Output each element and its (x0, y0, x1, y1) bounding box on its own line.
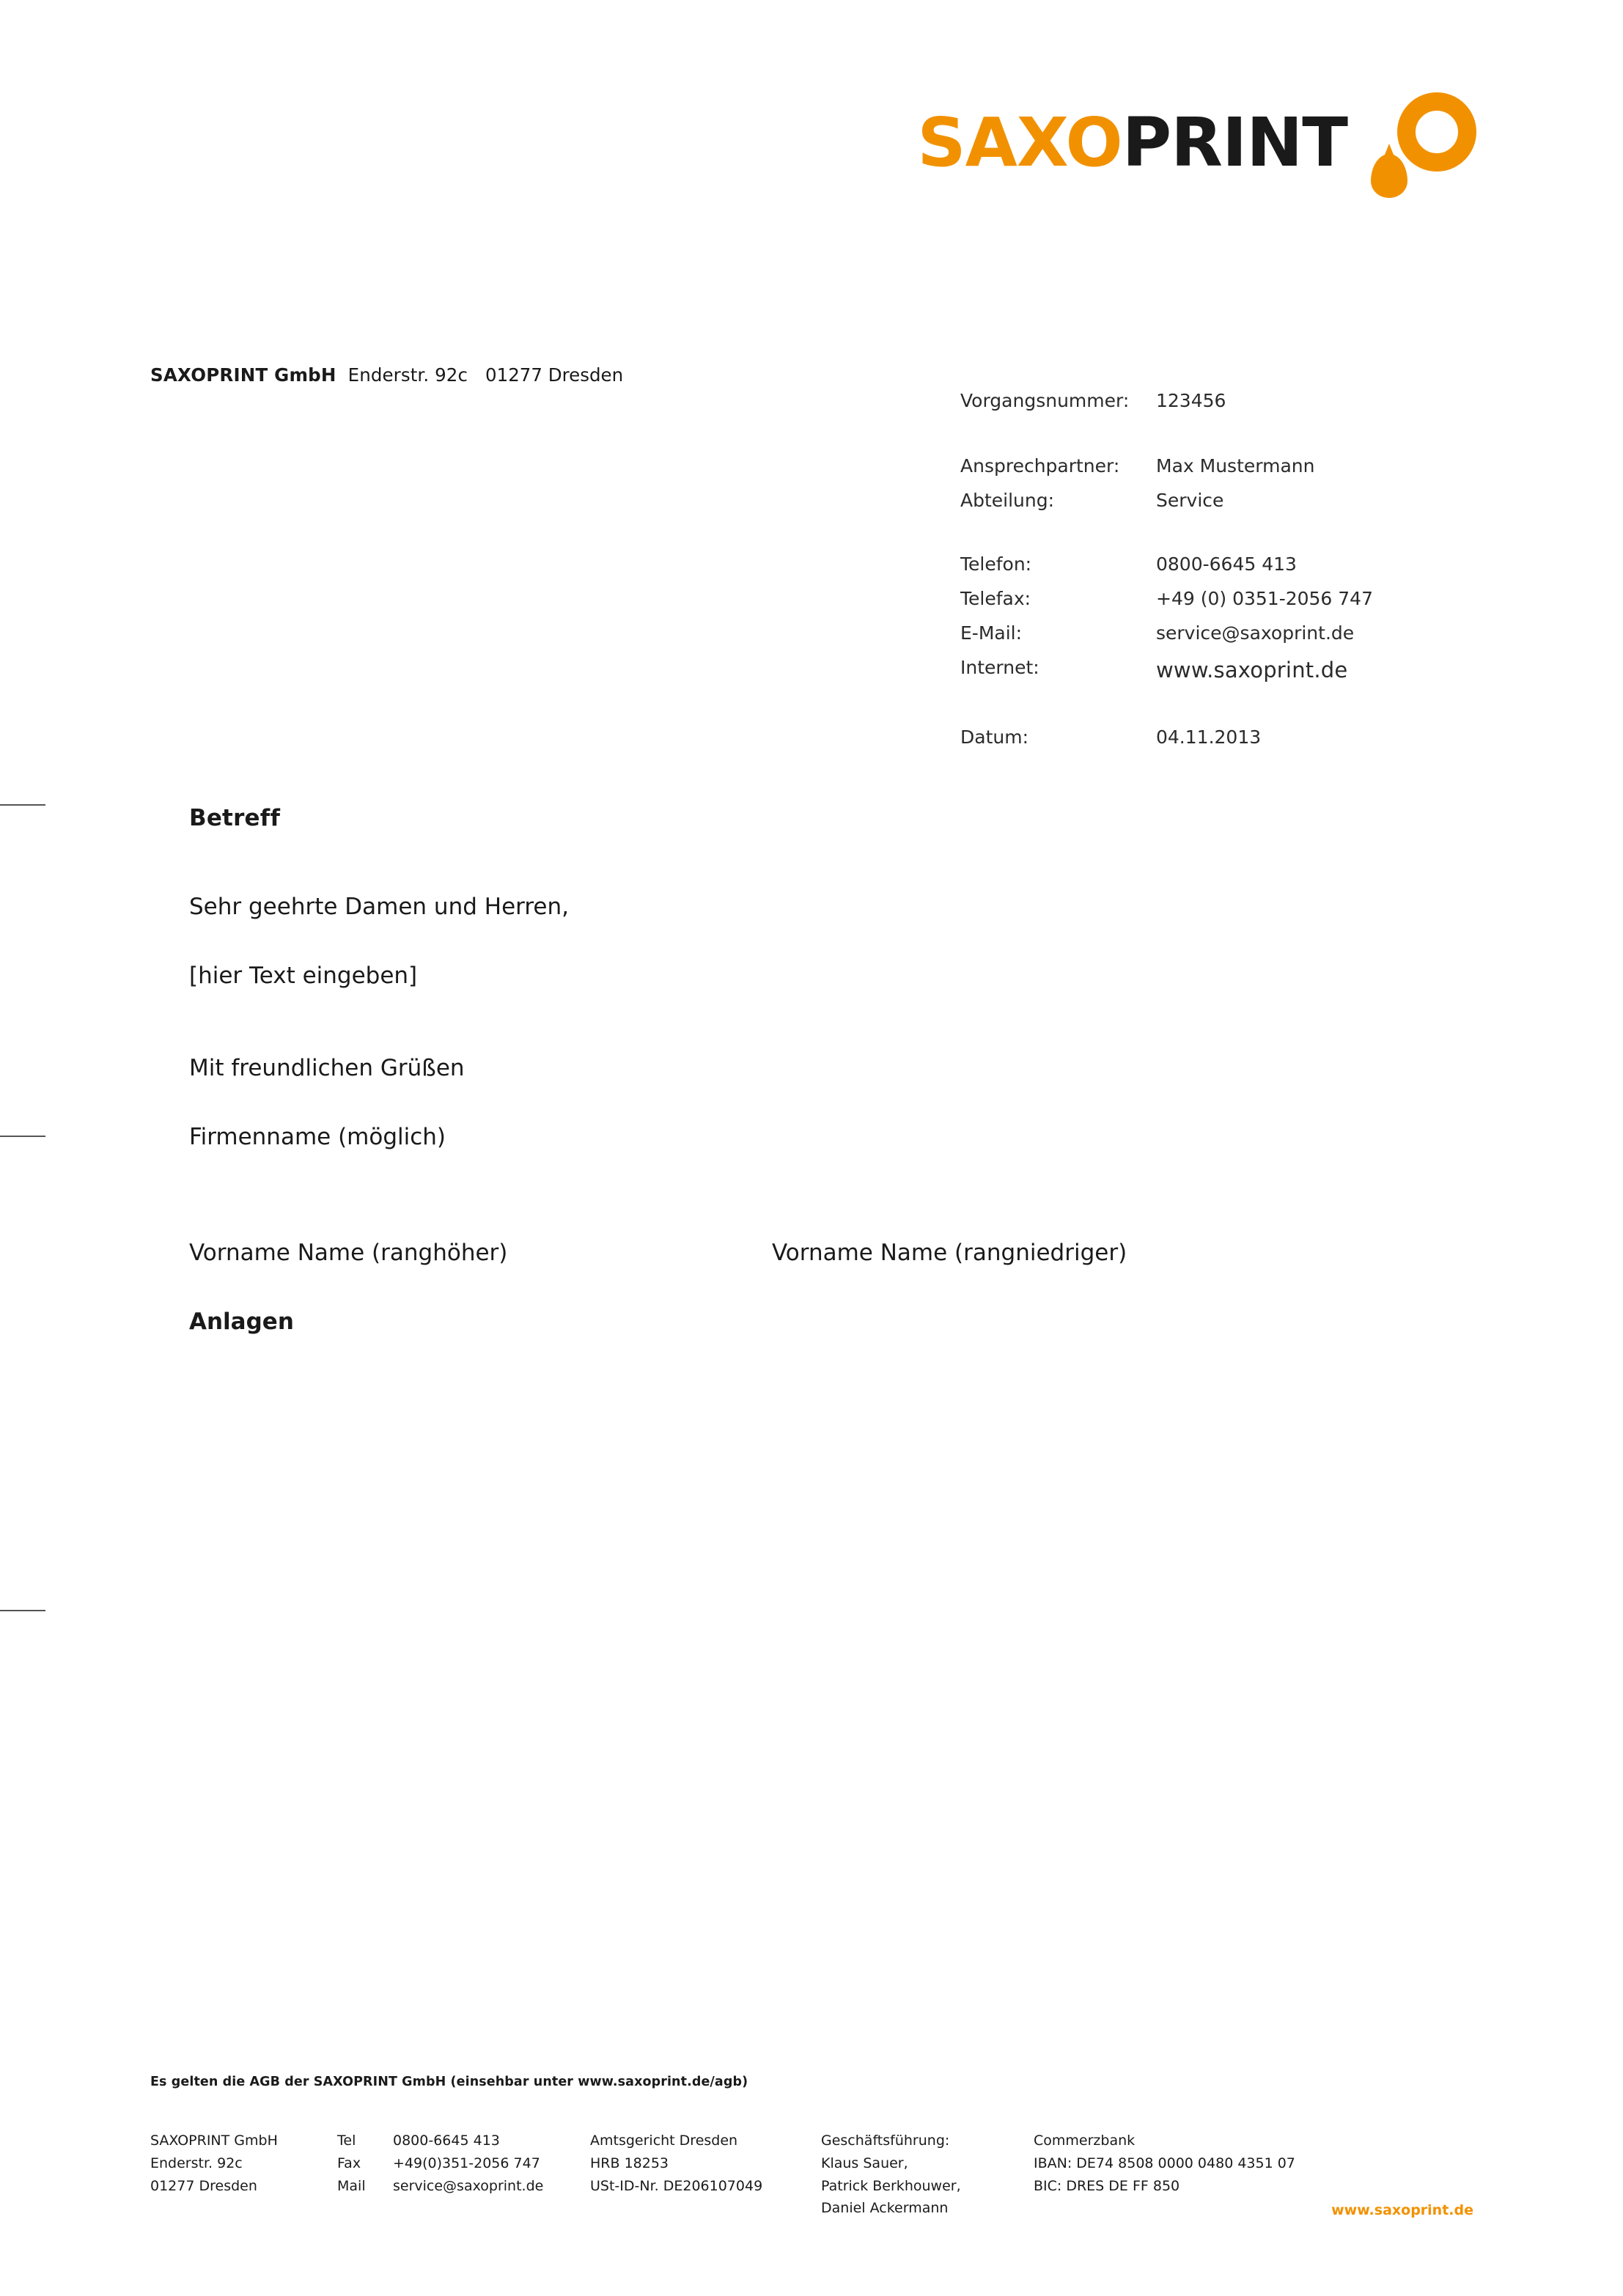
info-row-date (960, 720, 1373, 754)
info-row-email (960, 616, 1373, 650)
sender-street: Enderstr. 92c (347, 364, 468, 386)
footer-vat-id: USt-ID-Nr. DE206107049 (590, 2177, 763, 2194)
footer-column-management (821, 2130, 1034, 2220)
footer-tel-row (337, 2130, 590, 2152)
footer-management-label: Geschäftsführung: (821, 2133, 950, 2149)
footer-manager-3: Daniel Ackermann (821, 2200, 949, 2217)
info-row-fax (960, 581, 1373, 616)
logo-wordmark (917, 103, 1347, 182)
letter-company-optional: Firmenname (möglich) (189, 1124, 446, 1150)
date-label: Datum: (960, 726, 1028, 748)
info-row-department (960, 483, 1373, 518)
contact-value: Max Mustermann (1156, 455, 1315, 477)
logo-ring-shape (1397, 92, 1476, 172)
sender-address-line (150, 364, 623, 386)
footer-website-link[interactable]: www.saxoprint.de (1331, 2202, 1473, 2218)
footer-column-address (150, 2130, 337, 2220)
fold-mark-top (0, 804, 45, 806)
case-number-label: Vorgangsnummer: (960, 390, 1130, 411)
footer-manager-1: Klaus Sauer, (821, 2155, 908, 2171)
department-label: Abteilung: (960, 490, 1055, 511)
footer-iban: IBAN: DE74 8508 0000 0480 4351 07 (1034, 2155, 1295, 2171)
logo-drop-shape (1371, 154, 1407, 198)
letter-body (189, 805, 1472, 1335)
info-row-internet (960, 650, 1373, 691)
letter-text-placeholder[interactable]: [hier Text eingeben] (189, 963, 418, 989)
case-number-value: 123456 (1156, 390, 1226, 411)
footer-fax-label: Fax (337, 2155, 361, 2171)
email-value: service@saxoprint.de (1156, 622, 1355, 644)
info-row-contact (960, 449, 1373, 483)
internet-value: www.saxoprint.de (1156, 658, 1348, 682)
contact-info-block (960, 383, 1373, 754)
logo-text-saxo: SAXO (917, 103, 1122, 182)
page-footer (150, 2130, 1550, 2220)
footer-mail-row (337, 2175, 590, 2198)
internet-label: Internet: (960, 657, 1039, 678)
phone-value: 0800-6645 413 (1156, 553, 1297, 575)
footer-column-bank (1034, 2130, 1473, 2220)
footer-column-contact (337, 2130, 590, 2220)
footer-tel-value: 0800-6645 413 (393, 2133, 500, 2149)
fax-label: Telefax: (960, 588, 1031, 609)
info-row-phone (960, 547, 1373, 581)
logo-droplet-icon (1366, 88, 1476, 198)
footer-court: Amtsgericht Dresden (590, 2133, 738, 2149)
footer-bic: BIC: DRES DE FF 850 (1034, 2177, 1180, 2194)
spacer (960, 691, 1373, 720)
footer-company: SAXOPRINT GmbH (150, 2133, 278, 2149)
letter-closing: Mit freundlichen Grüßen (189, 1055, 465, 1081)
agb-note: Es gelten die AGB der SAXOPRINT GmbH (einsehbar unter www.saxoprint.de/agb) (150, 2075, 748, 2089)
footer-fax-row (337, 2152, 590, 2175)
contact-label: Ansprechpartner: (960, 455, 1120, 477)
letter-subject: Betreff (189, 805, 281, 831)
footer-street: Enderstr. 92c (150, 2155, 243, 2171)
sender-city: 01277 Dresden (485, 364, 624, 386)
spacer (960, 518, 1373, 547)
footer-hrb: HRB 18253 (590, 2155, 669, 2171)
letter-salutation: Sehr geehrte Damen und Herren, (189, 894, 569, 920)
phone-label: Telefon: (960, 553, 1032, 575)
info-row-case-number (960, 383, 1373, 418)
letter-attachments-heading: Anlagen (189, 1309, 294, 1335)
footer-city: 01277 Dresden (150, 2177, 257, 2194)
signature-senior: Vorname Name (ranghöher) (189, 1240, 508, 1266)
footer-mail-value: service@saxoprint.de (393, 2177, 544, 2194)
saxoprint-logo (917, 88, 1476, 198)
department-value: Service (1156, 490, 1224, 511)
signature-row (189, 1240, 1472, 1266)
footer-tel-label: Tel (337, 2133, 356, 2149)
email-label: E-Mail: (960, 622, 1023, 644)
footer-bank-name: Commerzbank (1034, 2133, 1136, 2149)
footer-column-registry (590, 2130, 821, 2220)
fold-mark-middle (0, 1136, 45, 1137)
fax-value: +49 (0) 0351-2056 747 (1156, 588, 1373, 609)
fold-mark-bottom (0, 1610, 45, 1611)
footer-mail-label: Mail (337, 2177, 366, 2194)
sender-company: SAXOPRINT GmbH (150, 364, 336, 386)
spacer (960, 418, 1373, 449)
footer-manager-2: Patrick Berkhouwer, (821, 2177, 961, 2194)
signature-junior: Vorname Name (rangniedriger) (772, 1240, 1127, 1266)
footer-fax-value: +49(0)351-2056 747 (393, 2155, 540, 2171)
logo-text-print: PRINT (1122, 103, 1347, 182)
date-value: 04.11.2013 (1156, 726, 1262, 748)
